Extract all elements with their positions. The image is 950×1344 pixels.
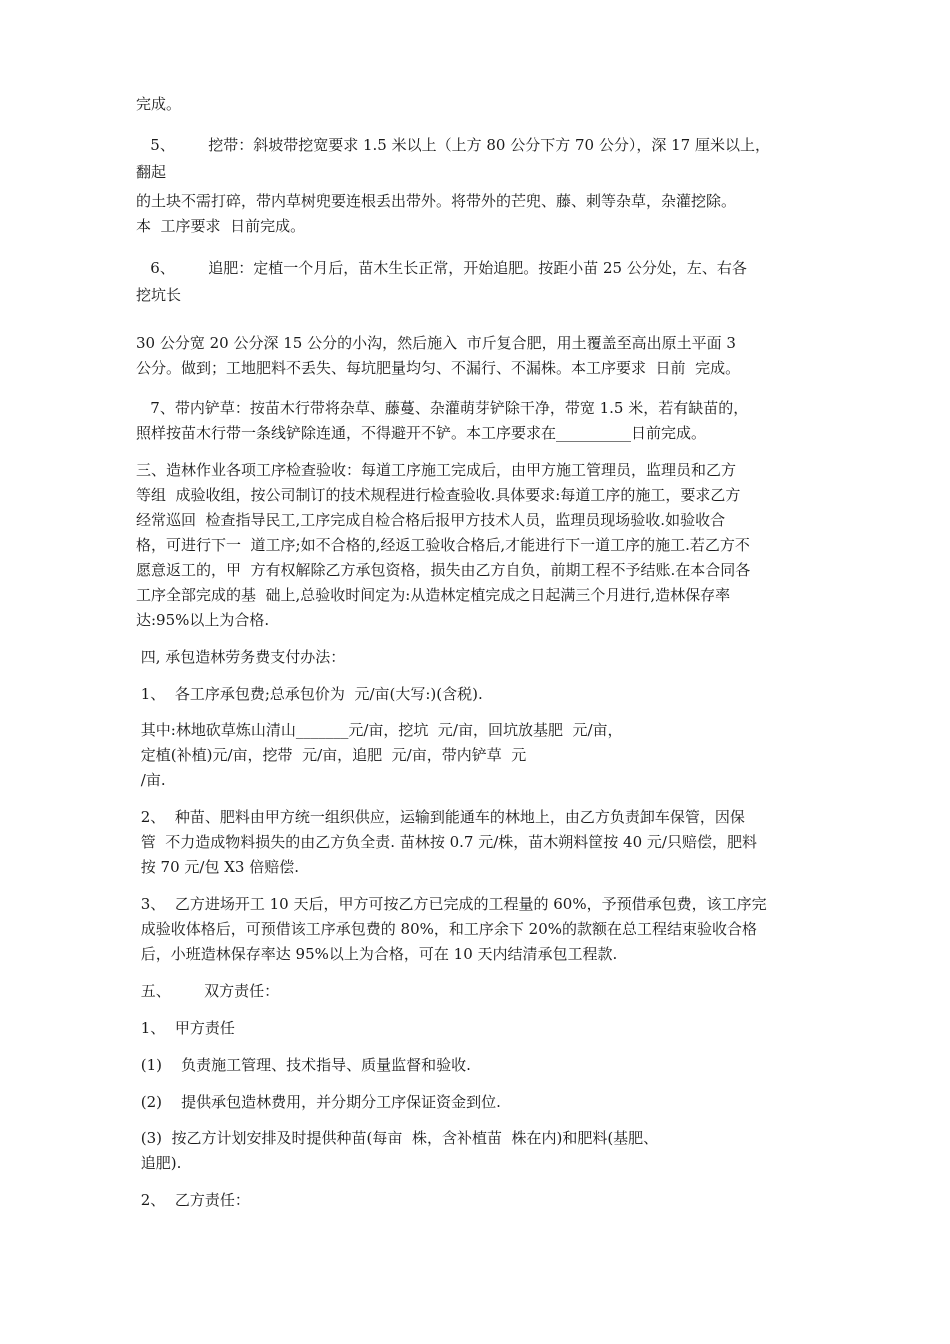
text-line: 后，小班造林保存率达 95%以上为合格，可在 10 天内结清承包工程款. <box>136 945 618 963</box>
text-line: 等组 成验收组，按公司制订的技术规程进行检查验收.具体要求:每道工序的施工，要求乙方 <box>136 486 741 504</box>
text-line: 照样按苗木行带一条线铲除连通，不得避开不铲。本工序要求在__________日前完成。 <box>136 424 707 442</box>
text-line: 的土块不需打碎，带内草树兜要连根丢出带外。将带外的芒兜、藤、刺等杂草，杂灌挖除。 <box>136 192 737 210</box>
text-line: 公分。做到；工地肥料不丢失、每坑肥量均匀、不漏行、不漏株。本工序要求 日前 完成。 <box>136 359 741 377</box>
text-line: 7、带内铲草：按苗木行带将杂草、藤蔓、杂灌萌芽铲除干净，带宽 1.5 米，若有缺苗的， <box>136 399 749 417</box>
text-line: (1) 负责施工管理、技术指导、质量监督和验收. <box>136 1056 471 1074</box>
text-line: 四, 承包造林劳务费支付办法： <box>136 648 346 666</box>
text-line: 工序全部完成的基 础上,总验收时间定为:从造林定植完成之日起满三个月进行,造林保存率 <box>136 586 731 604</box>
text-line: 1、 各工序承包费;总承包价为 元/亩(大写:)(含税). <box>136 685 483 703</box>
text-line: 达:95%以上为合格. <box>136 611 270 629</box>
text-line: 6、 追肥：定植一个月后，苗木生长正常，开始追肥。按距小苗 25 公分处，左、右各 <box>136 259 747 277</box>
text-line: 管 不力造成物料损失的由乙方负全责. 苗林按 0.7 元/株，苗木朔料筐按 40 元/只赔偿，肥料 <box>136 833 757 851</box>
text-line: 追肥). <box>136 1154 182 1172</box>
text-line: 挖坑长 <box>136 286 182 304</box>
text-line: 完成。 <box>136 95 182 113</box>
text-line: /亩. <box>136 771 166 789</box>
text-line: 其中:林地砍草炼山清山_______元/亩，挖坑 元/亩，回坑放基肥 元/亩， <box>136 721 623 739</box>
text-line: 2、 种苗、肥料由甲方统一组织供应，运输到能通车的林地上，由乙方负责卸车保管，因保 <box>136 808 745 826</box>
text-line: 经常巡回 检查指导民工,工序完成自检合格后报甲方技术人员，监理员现场验收.如验收合 <box>136 511 726 529</box>
text-line: (2) 提供承包造林费用，并分期分工序保证资金到位. <box>136 1093 501 1111</box>
text-line: 5、 挖带：斜坡带挖宽要求 1.5 米以上（上方 80 公分下方 70 公分），深 17 厘米以上， <box>136 136 770 154</box>
text-line: 30 公分宽 20 公分深 15 公分的小沟，然后施入 市斤复合肥，用土覆盖至高出原土平面 3 <box>136 334 736 352</box>
text-line: 三、造林作业各项工序检查验收：每道工序施工完成后，由甲方施工管理员，监理员和乙方 <box>136 461 737 479</box>
text-line: 按 70 元/包 X3 倍赔偿. <box>136 858 299 876</box>
text-line: 格，可进行下一 道工序;如不合格的,经返工验收合格后,才能进行下一道工序的施工.若乙方不 <box>136 536 750 554</box>
text-line: 本 工序要求 日前完成。 <box>136 217 306 235</box>
text-line: 定植(补植)元/亩，挖带 元/亩，追肥 元/亩，带内铲草 元 <box>136 746 527 764</box>
text-line: (3) 按乙方计划安排及时提供种苗(每亩 株，含补植苗 株在内)和肥料(基肥、 <box>136 1129 659 1147</box>
text-line: 五、 双方责任： <box>136 982 280 1000</box>
text-line: 1、 甲方责任 <box>136 1019 235 1037</box>
text-line: 成验收体格后，可预借该工序承包费的 80%，和工序余下 20%的款额在总工程结束验收合格 <box>136 920 757 938</box>
text-line: 愿意返工的，甲 方有权解除乙方承包资格，损失由乙方自负，前期工程不予结账.在本合同各 <box>136 561 751 579</box>
text-line: 2、 乙方责任： <box>136 1191 250 1209</box>
text-line: 3、 乙方进场开工 10 天后，甲方可按乙方已完成的工程量的 60%，予预借承包费，该工序完 <box>136 895 767 913</box>
text-line: 翻起 <box>136 163 167 181</box>
